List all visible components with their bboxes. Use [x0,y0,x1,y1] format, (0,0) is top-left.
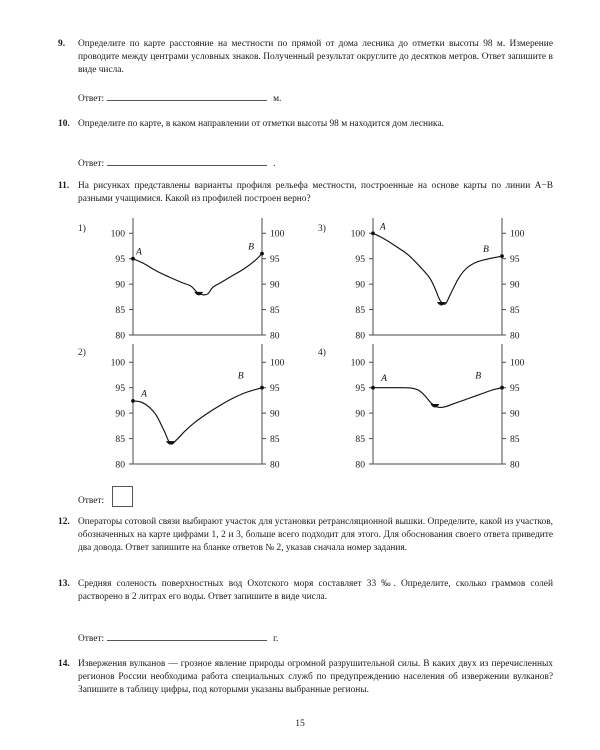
chart-2-profile-line [133,388,262,444]
chart-4-point-label-B: B [475,370,482,382]
question-12 [48,516,553,556]
question-11-text: На рисунках представлены варианты профиля рельефа местности, построенные на основе карты по линии A−B разными учащимися. Какой из профилей построен верно? [78,181,553,205]
chart-svg-4 [318,352,525,477]
chart-svg-3 [318,221,525,348]
chart-4-ytick-left-100: 100 [350,357,365,369]
question-9-text: Определите по карте расстояние на местности по прямой от дома лесника до отметки высоты 98 м. Измерение проводите между центрами условных знаков. Полученный результат округлите до десятков метров. Ответ запишите в виде числа. [78,39,553,76]
question-12-number: 12. [58,517,70,527]
chart-3-ytick-right-90: 90 [510,279,520,291]
chart-4-endpoint-marker [371,386,375,390]
question-12-text: Операторы сотовой связи выбирают участок для установки ретрансляционной вышки. Определите, какой из участков, обозначенных на карте цифрами 1, 2 и 3, больше всего подходит для этого. Для обоснования своего ответа приведите два довода. Ответ запишите на бланке ответов № 2, указав сначала номер задания. [78,517,553,554]
chart-3-ytick-right-100: 100 [510,228,525,240]
chart-1-endpoint-marker [260,252,264,256]
chart-3-ytick-right-95: 95 [510,254,520,266]
chart-3-valley-marker [437,302,446,305]
answer-label-9: Ответ: [78,94,105,104]
chart-2-ytick-right-100: 100 [270,357,285,369]
chart-profile-3 [318,221,525,348]
chart-1-point-label-B: B [248,241,254,253]
chart-2-ticks [111,358,285,471]
chart-1-ytick-left-80: 80 [115,330,125,342]
chart-2-ytick-right-80: 80 [270,459,280,471]
chart-3-ytick-right-80: 80 [510,330,520,342]
chart-1-profile-line [133,254,262,295]
answer-label-13: Ответ: [78,634,105,644]
chart-profile-1 [78,224,285,348]
answer-input-9[interactable] [107,90,267,101]
answer-unit-9: м. [273,94,282,104]
answer-label-11: Ответ: [78,496,105,506]
chart-option-label-1: 1) [78,224,86,234]
question-9 [48,38,553,78]
chart-1-ticks [111,229,285,342]
answer-unit-10: . [273,159,276,169]
question-13 [48,578,553,604]
chart-1-ytick-right-80: 80 [270,330,280,342]
chart-3-ytick-left-85: 85 [355,304,365,316]
question-9-number: 9. [58,39,66,49]
chart-4-ticks [351,358,525,471]
chart-4-annotations [380,371,481,385]
question-10 [48,118,553,131]
chart-4-ytick-left-85: 85 [355,433,365,445]
chart-1-annotations [135,242,254,258]
chart-profile-4 [318,348,525,477]
chart-2-endpoint-marker [260,386,264,390]
question-14-number: 14. [58,659,70,669]
chart-2-point-label-B: B [237,370,244,382]
chart-option-label-3: 3) [318,224,326,234]
chart-2-ytick-right-85: 85 [270,433,280,445]
chart-3-annotations [379,221,489,255]
chart-3-endpoint-marker [500,254,504,258]
chart-1-ytick-left-95: 95 [115,254,125,266]
chart-2-endpoint-marker [131,399,135,403]
chart-4-ytick-right-80: 80 [510,459,520,471]
chart-1-ytick-left-90: 90 [115,279,125,291]
question-11 [48,180,553,206]
chart-4-markers [371,386,504,408]
chart-2-ytick-right-95: 95 [270,383,280,395]
chart-3-ytick-left-100: 100 [350,228,365,240]
answer-input-13[interactable] [107,630,267,641]
chart-3-ytick-left-80: 80 [355,330,365,342]
answer-label-10: Ответ: [78,159,105,169]
page-number: 15 [295,718,305,729]
chart-2-ytick-left-85: 85 [115,433,125,445]
question-13-number: 13. [58,579,70,589]
chart-1-ytick-right-95: 95 [270,254,280,266]
chart-profile-2 [78,348,285,477]
chart-3-point-label-A: A [379,221,386,233]
chart-1-markers [131,252,264,296]
chart-4-ytick-left-95: 95 [355,383,365,395]
chart-1-endpoint-marker [131,257,135,261]
chart-option-label-2: 2) [78,348,86,358]
chart-3-ytick-right-85: 85 [510,304,520,316]
question-11-number: 11. [58,181,70,191]
chart-2-ytick-left-90: 90 [115,408,125,420]
chart-4-endpoint-marker [500,386,504,390]
chart-1-ytick-left-100: 100 [110,228,125,240]
chart-2-axes [133,344,262,464]
chart-3-endpoint-marker [371,231,375,235]
question-10-text: Определите по карте, в каком направлении от отметки высоты 98 м находится дом лесника. [78,119,444,129]
answer-row-10 [78,155,275,171]
chart-svg-1 [78,228,285,348]
chart-1-ytick-right-90: 90 [270,279,280,291]
chart-2-ytick-left-95: 95 [115,383,125,395]
question-13-text: Средняя соленость поверхностных вод Охотского моря составляет 33 ‰. Определите, сколько граммов солей растворено в 2 литрах его воды. Ответ запишите в виде числа. [78,579,553,603]
question-10-number: 10. [58,119,70,129]
question-14-text: Извержения вулканов — грозное явление природы огромной разрушительной силы. В каких двух из перечисленных регионов России необходима работа специальных служб по предупреждению населения об извержении вулканов? Запишите в таблицу цифры, под которыми указаны выбранные регионы. [78,659,553,696]
chart-2-ytick-left-80: 80 [115,459,125,471]
chart-4-ytick-right-85: 85 [510,433,520,445]
chart-4-ytick-right-95: 95 [510,383,520,395]
chart-2-valley-marker [166,441,175,444]
chart-2-markers [131,386,264,445]
chart-3-ytick-left-90: 90 [355,279,365,291]
answer-input-10[interactable] [107,155,267,166]
chart-4-ytick-left-90: 90 [355,408,365,420]
chart-3-axes [373,218,502,335]
answer-row-13 [78,630,278,646]
chart-svg-2 [78,352,285,477]
chart-4-axes [373,344,502,464]
chart-1-axes [133,218,262,335]
chart-2-annotations [140,371,244,400]
chart-4-ytick-right-100: 100 [510,357,525,369]
answer-unit-13: г. [273,634,279,644]
chart-1-ytick-right-100: 100 [270,228,285,240]
chart-2-ytick-right-90: 90 [270,408,280,420]
chart-4-point-label-A: A [381,373,388,385]
chart-4-ytick-left-80: 80 [355,459,365,471]
chart-3-ticks [351,229,525,342]
chart-1-ytick-right-85: 85 [270,304,280,316]
chart-2-ytick-left-100: 100 [110,357,125,369]
chart-option-label-4: 4) [318,348,326,358]
chart-2-point-label-A: A [141,388,148,400]
chart-1-point-label-A: A [136,246,142,258]
chart-3-point-label-B: B [482,244,489,256]
answer-row-9 [78,90,281,106]
answer-row-11 [78,482,133,508]
answer-box-11[interactable] [112,486,133,507]
chart-3-ytick-left-95: 95 [355,254,365,266]
chart-4-ytick-right-90: 90 [510,408,520,420]
question-14 [48,658,553,698]
chart-1-ytick-left-85: 85 [115,304,125,316]
